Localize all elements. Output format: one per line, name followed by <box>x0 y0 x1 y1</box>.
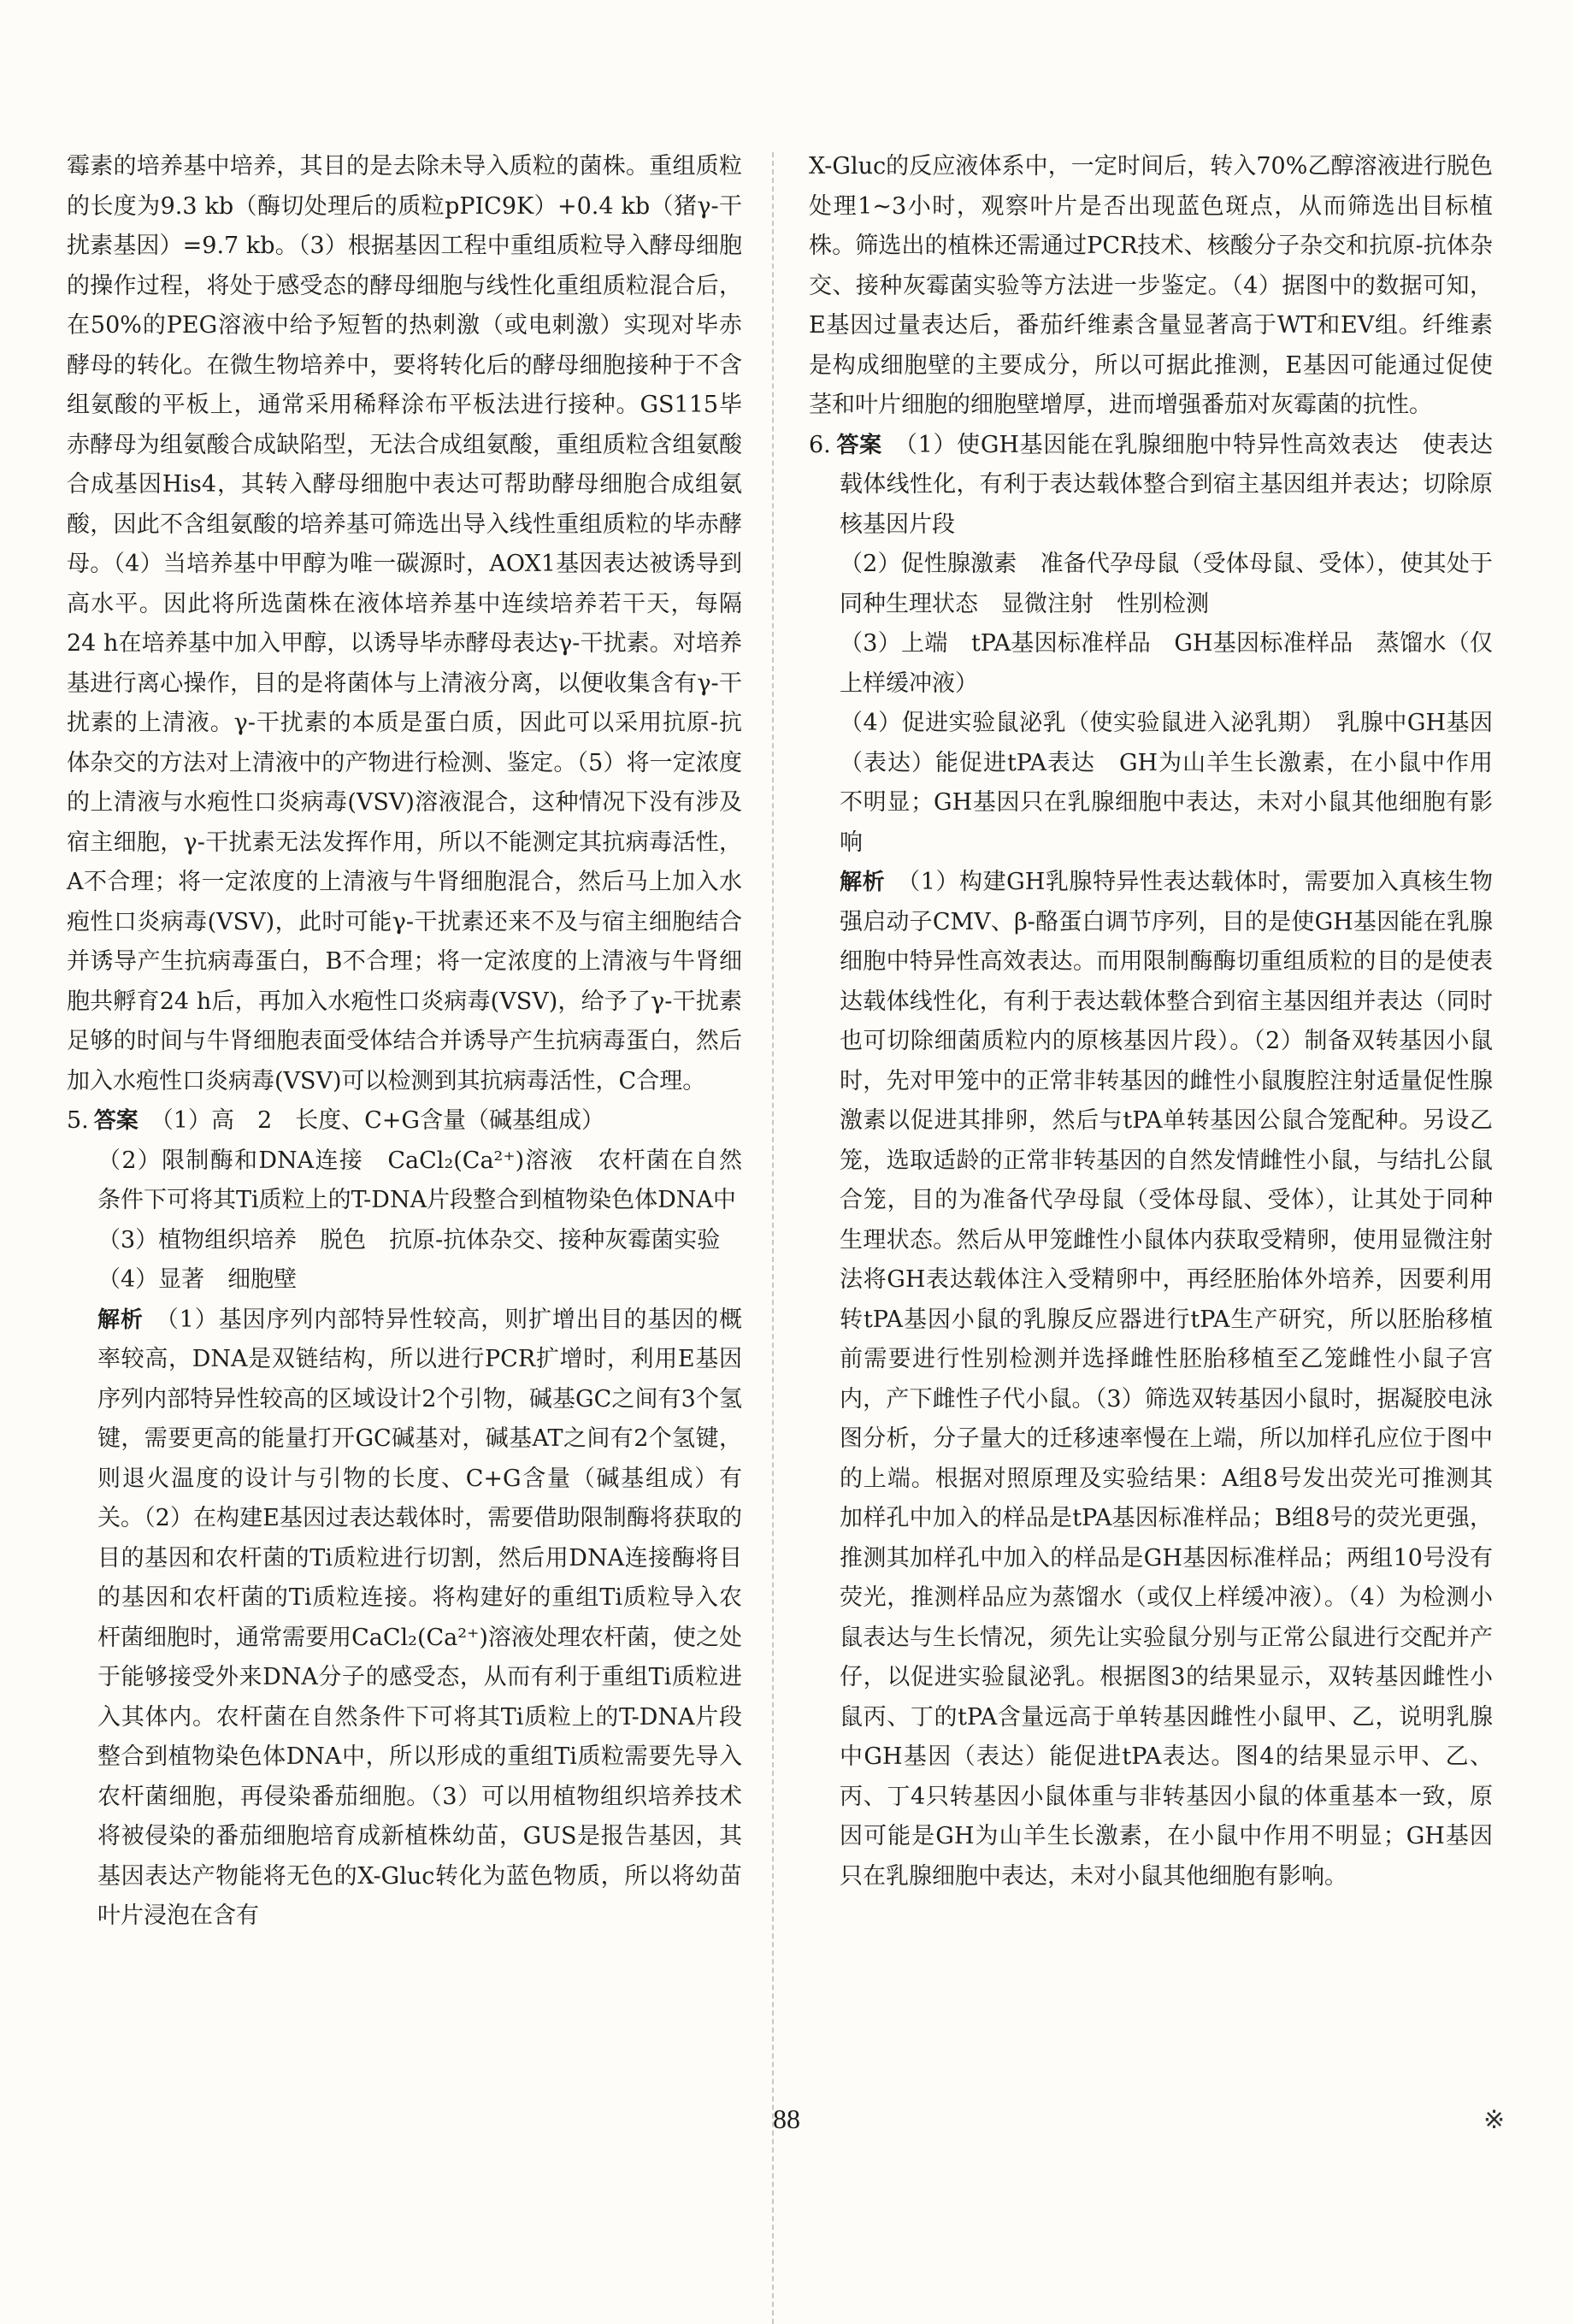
q5-answer-line-1 <box>67 1101 742 1141</box>
question-5-block <box>67 1101 742 1937</box>
q5-analysis-text: （1）基因序列内部特异性较高，则扩增出目的基因的概率较高，DNA是双链结构，所以进行PCR扩增时，利用E基因序列内部特异性较高的区域设计2个引物，碱基GC之间有3个氢键，需要更高的能量打开GC碱基对，碱基AT之间有2个氢键，则退火温度的设计与引物的长度、C+G含量（碱基组成）有关。（2）在构建E基因过表达载体时，需要借助限制酶将获取的目的基因和农杆菌的Ti质粒进行切割，然后用DNA连接酶将目的基因和农杆菌的Ti质粒连接。将构建好的重组Ti质粒导入农杆菌细胞时，通常需要用CaCl₂(Ca²⁺)溶液处理农杆菌，使之处于能够接受外来DNA分子的感受态，从而有利于重组Ti质粒进入其体内。农杆菌在自然条件下可将其Ti质粒上的T-DNA片段整合到植物染色体DNA中，所以形成的重组Ti质粒需要先导入农杆菌细胞，再侵染番茄细胞。（3）可以用植物组织培养技术将被侵染的番茄细胞培育成新植株幼苗，GUS是报告基因，其基因表达产物能将无色的X-Gluc转化为蓝色物质，所以将幼苗叶片浸泡在含有 <box>97 1306 742 1929</box>
q5-analysis-label: 解析 <box>97 1307 144 1333</box>
q6-answer-line-1 <box>809 426 1493 546</box>
left-column <box>67 147 742 1937</box>
intro-paragraph: 霉素的培养基中培养，其目的是去除未导入质粒的菌株。重组质粒的长度为9.3 kb（酶切处理后的质粒pPIC9K）+0.4 kb（猪γ-干扰素基因）=9.7 kb。（3）根据基因工程中重组质粒导入酵母细胞的操作过程，将处于感受态的酵母细胞与线性化重组质粒混合后，在50%的PEG溶液中给予短暂的热刺激（或电刺激）实现对毕赤酵母的转化。在微生物培养中，要将转化后的酵母细胞接种于不含组氨酸的平板上，通常采用稀释涂布平板法进行接种。GS115毕赤酵母为组氨酸合成缺陷型，无法合成组氨酸，重组质粒含组氨酸合成基因His4，其转入酵母细胞中表达可帮助酵母细胞合成组氨酸，因此不含组氨酸的培养基可筛选出导入线性重组质粒的毕赤酵母。（4）当培养基中甲醇为唯一碳源时，AOX1基因表达被诱导到高水平。因此将所选菌株在液体培养基中连续培养若干天，每隔24 h在培养基中加入甲醇，以诱导毕赤酵母表达γ-干扰素。对培养基进行离心操作，目的是将菌体与上清液分离，以便收集含有γ-干扰素的上清液。γ-干扰素的本质是蛋白质，因此可以采用抗原-抗体杂交的方法对上清液中的产物进行检测、鉴定。（5）将一定浓度的上清液与水疱性口炎病毒(VSV)溶液混合，这种情况下没有涉及宿主细胞，γ-干扰素无法发挥作用，所以不能测定其抗病毒活性，A不合理；将一定浓度的上清液与牛肾细胞混合，然后马上加入水疱性口炎病毒(VSV)，此时可能γ-干扰素还来不及与宿主细胞结合并诱导产生抗病毒蛋白，B不合理；将一定浓度的上清液与牛肾细胞共孵育24 h后，再加入水疱性口炎病毒(VSV)，给予了γ-干扰素足够的时间与牛肾细胞表面受体结合并诱导产生抗病毒蛋白，然后加入水疱性口炎病毒(VSV)可以检测到其抗病毒活性，C合理。 <box>67 153 742 1094</box>
q6-answer-1: （1）使GH基因能在乳腺细胞中特异性高效表达 使表达载体线性化，有利于表达载体整合到宿主基因组并表达；切除原核基因片段 <box>840 431 1493 538</box>
page-number: 88 <box>773 2103 800 2134</box>
q5-answer-label: 答案 <box>93 1108 139 1134</box>
q5-answer-4: （4）显著 细胞壁 <box>97 1266 298 1293</box>
q5-answer-2: （2）限制酶和DNA连接 CaCl₂(Ca²⁺)溶液 农杆菌在自然条件下可将其Ti质粒上的T-DNA片段整合到植物染色体DNA中 <box>97 1147 742 1213</box>
q5-number: 5. <box>67 1107 89 1134</box>
question-6-block <box>809 426 1493 1897</box>
q6-analysis <box>809 863 1493 1896</box>
column-divider <box>772 152 774 2324</box>
reference-mark-icon: ※ <box>1483 2105 1506 2135</box>
right-column <box>809 147 1493 1896</box>
q5-analysis <box>67 1301 742 1937</box>
q6-analysis-label: 解析 <box>840 870 886 895</box>
q5-continuation: X-Gluc的反应液体系中，一定时间后，转入70%乙醇溶液进行脱色处理1~3小时，观察叶片是否出现蓝色斑点，从而筛选出目标植株。筛选出的植株还需通过PCR技术、核酸分子杂交和抗原-抗体杂交、接种灰霉菌实验等方法进一步鉴定。（4）据图中的数据可知，E基因过量表达后，番茄纤维素含量显著高于WT和EV组。纤维素是构成细胞壁的主要成分，所以可据此推测，E基因可能通过促使茎和叶片细胞的细胞壁增厚，进而增强番茄对灰霉菌的抗性。 <box>809 153 1493 418</box>
q5-answer-1: （1）高 2 长度、C+G含量（碱基组成） <box>150 1107 604 1134</box>
q6-number: 6. <box>809 431 831 458</box>
q6-answer-3: （3）上端 tPA基因标准样品 GH基因标准样品 蒸馏水（仅上样缓冲液） <box>840 630 1493 697</box>
q6-answer-2: （2）促性腺激素 准备代孕母鼠（受体母鼠、受体），使其处于同种生理状态 显微注射 性别检测 <box>840 551 1493 617</box>
q5-answer-3: （3）植物组织培养 脱色 抗原-抗体杂交、接种灰霉菌实验 <box>97 1226 721 1253</box>
q6-answer-4: （4）促进实验鼠泌乳（使实验鼠进入泌乳期） 乳腺中GH基因（表达）能促进tPA表达 GH为山羊生长激素，在小鼠中作用不明显；GH基因只在乳腺细胞中表达，未对小鼠其他细胞有影响 <box>840 710 1493 856</box>
q6-analysis-text: （1）构建GH乳腺特异性表达载体时，需要加入真核生物强启动子CMV、β-酪蛋白调节序列，目的是使GH基因能在乳腺细胞中特异性高效表达。而用限制酶酶切重组质粒的目的是使表达载体线性化，有利于表达载体整合到宿主基因组并表达（同时也可切除细菌质粒内的原核基因片段）。（2）制备双转基因小鼠时，先对甲笼中的正常非转基因的雌性小鼠腹腔注射适量促性腺激素以促进其排卵，然后与tPA单转基因公鼠合笼配种。另设乙笼，选取适龄的正常非转基因的自然发情雌性小鼠，与结扎公鼠合笼，目的为准备代孕母鼠（受体母鼠、受体），让其处于同种生理状态。然后从甲笼雌性小鼠体内获取受精卵，使用显微注射法将GH表达载体注入受精卵中，再经胚胎体外培养，因要利用转tPA基因小鼠的乳腺反应器进行tPA生产研究，所以胚胎移植前需要进行性别检测并选择雌性胚胎移植至乙笼雌性小鼠子宫内，产下雌性子代小鼠。（3）筛选双转基因小鼠时，据凝胶电泳图分析，分子量大的迁移速率慢在上端，所以加样孔应位于图中的上端。根据对照原理及实验结果：A组8号发出荧光可推测其加样孔中加入的样品是tPA基因标准样品；B组8号的荧光更强，推测其加样孔中加入的样品是GH基因标准样品；两组10号没有荧光，推测样品应为蒸馏水（或仅上样缓冲液）。（4）为检测小鼠表达与生长情况，须先让实验鼠分别与正常公鼠进行交配并产仔，以促进实验鼠泌乳。根据图3的结果显示，双转基因雌性小鼠丙、丁的tPA含量远高于单转基因雌性小鼠甲、乙，说明乳腺中GH基因（表达）能促进tPA表达。图4的结果显示甲、乙、丙、丁4只转基因小鼠体重与非转基因小鼠的体重基本一致，原因可能是GH为山羊生长激素，在小鼠中作用不明显；GH基因只在乳腺细胞中表达，未对小鼠其他细胞有影响。 <box>840 869 1493 1890</box>
q6-answer-label: 答案 <box>835 432 882 458</box>
